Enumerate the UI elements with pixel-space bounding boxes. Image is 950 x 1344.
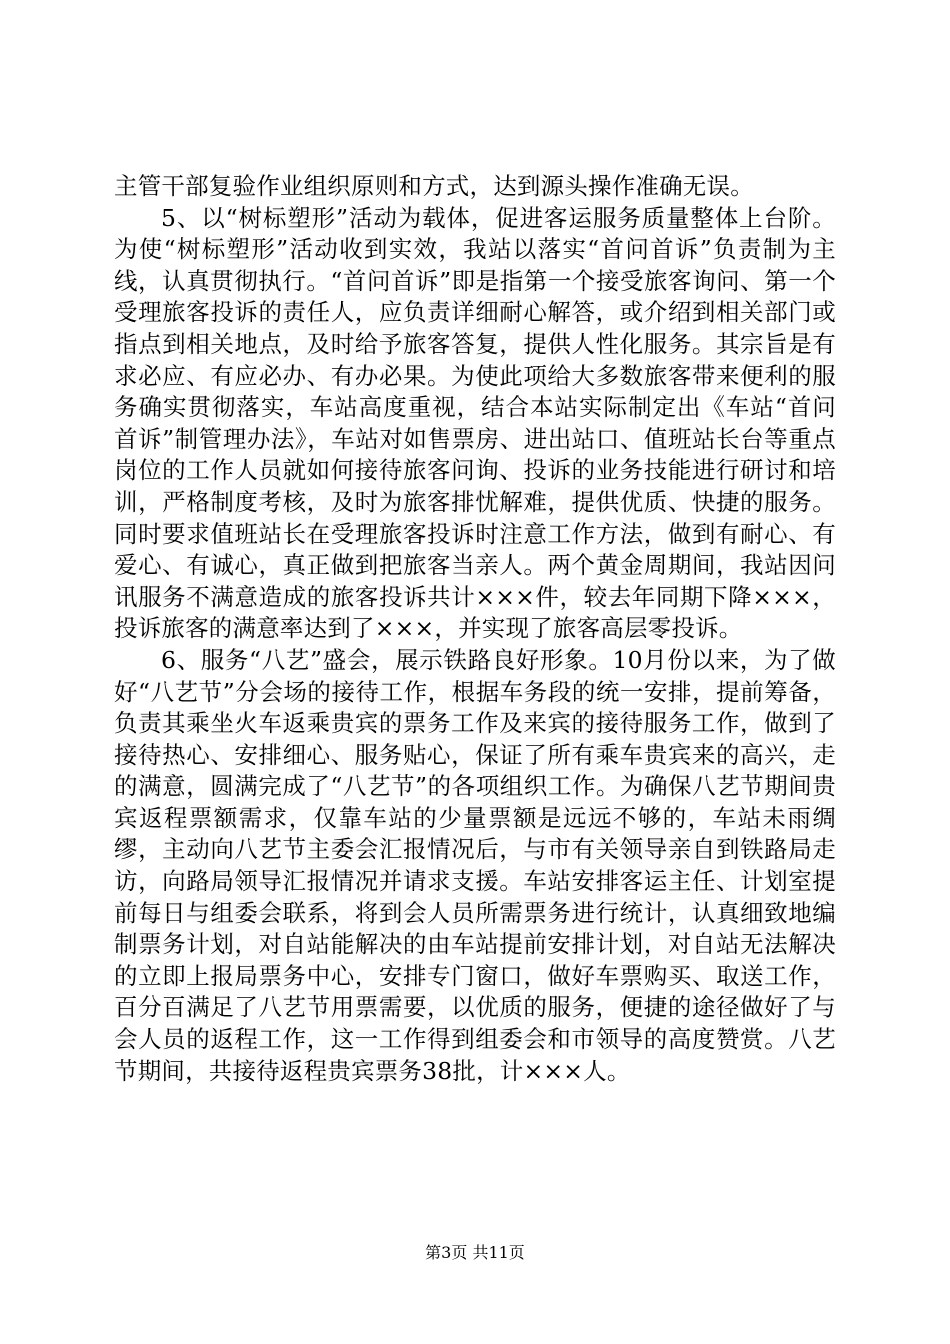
page-number-footer: 第3页 共11页 [425, 1243, 525, 1262]
document-body [114, 171, 836, 1087]
paragraph-continuation: 主管干部复验作业组织原则和方式，达到源头操作准确无误。 [114, 172, 754, 200]
paragraph-item-5: 5、以“树标塑形”活动为载体，促进客运服务质量整体上台阶。为使“树标塑形”活动收到实效，我站以落实“首问首诉”负责制为主线，认真贯彻执行。“首问首诉”即是指第一个接受旅客询问、第一个受理旅客投诉的责任人，应负责详细耐心解答，或介绍到相关部门或指点到相关地点，及时给予旅客答复，提供人性化服务。其宗旨是有求必应、有应必办、有办必果。为使此项给大多数旅客带来便利的服务确实贯彻落实，车站高度重视，结合本站实际制定出《车站“首问首诉”制管理办法》，车站对如售票房、进出站口、值班站长台等重点岗位的工作人员就如何接待旅客问询、投诉的业务技能进行研讨和培训，严格制度考核，及时为旅客排忧解难，提供优质、快捷的服务。同时要求值班站长在受理旅客投诉时注意工作方法，做到有耐心、有爱心、有诚心，真正做到把旅客当亲人。两个黄金周期间，我站因问讯服务不满意造成的旅客投诉共计×××件，较去年同期下降×××，投诉旅客的满意率达到了×××，并实现了旅客高层零投诉。 [114, 203, 836, 643]
paragraph-item-6: 6、服务“八艺”盛会，展示铁路良好形象。10月份以来，为了做好“八艺节”分会场的接待工作，根据车务段的统一安排，提前筹备，负责其乘坐火车返乘贵宾的票务工作及来宾的接待服务工作，做到了接待热心、安排细心、服务贴心，保证了所有乘车贵宾来的高兴，走的满意，圆满完成了“八艺节”的各项组织工作。为确保八艺节期间贵宾返程票额需求，仅靠车站的少量票额是远远不够的，车站未雨绸缪，主动向八艺节主委会汇报情况后，与市有关领导亲自到铁路局走访，向路局领导汇报情况并请求支援。车站安排客运主任、计划室提前每日与组委会联系，将到会人员所需票务进行统计，认真细致地编制票务计划，对自站能解决的由车站提前安排计划，对自站无法解决的立即上报局票务中心，安排专门窗口，做好车票购买、取送工作，百分百满足了八艺节用票需要，以优质的服务，便捷的途径做好了与会人员的返程工作，这一工作得到组委会和市领导的高度赞赏。八艺节期间，共接待返程贵宾票务38批，计×××人。 [114, 645, 836, 1085]
